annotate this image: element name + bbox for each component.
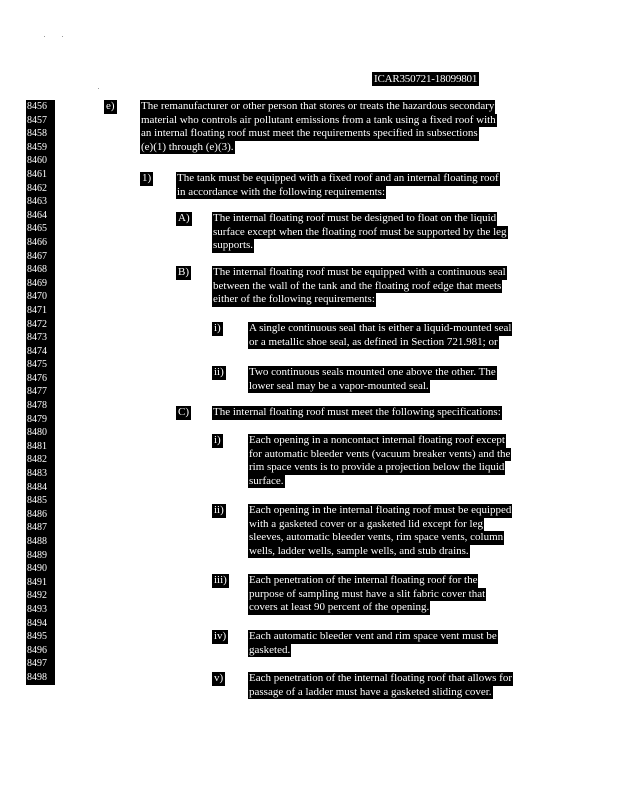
text-line: Each opening in the internal floating roof must be equipped	[249, 504, 512, 516]
text-line: surface.	[249, 474, 284, 487]
text-line: covers at least 90 percent of the opening.	[249, 601, 430, 614]
line-number: 8478	[27, 400, 47, 412]
line-number: 8497	[27, 658, 47, 670]
line-number: 8470	[27, 291, 47, 303]
text-section-e	[140, 100, 497, 154]
line-number: 8459	[27, 141, 47, 153]
text-line: wells, ladder wells, sample wells, and stub drains.	[249, 544, 469, 557]
text-line: with a gasketed cover or a gasketed lid except for leg	[249, 517, 483, 530]
line-number: 8458	[27, 128, 47, 140]
line-number: 8487	[27, 522, 47, 534]
text-item-C-v	[248, 672, 513, 699]
text-line: Each opening in a noncontact internal floating roof except	[249, 434, 505, 446]
text-line: gasketed.	[249, 643, 291, 656]
line-number: 8480	[27, 427, 47, 439]
text-line: A single continuous seal that is either a liquid-mounted seal	[249, 322, 512, 334]
line-number: 8492	[27, 590, 47, 602]
label-B-i: i)	[214, 322, 221, 334]
text-line: rim space vents is to provide a projection below the liquid	[249, 461, 505, 474]
label-C: C)	[178, 406, 189, 418]
label-C-v: v)	[214, 672, 224, 684]
text-line: The tank must be equipped with a fixed roof and an internal floating roof	[177, 172, 499, 184]
line-number: 8494	[27, 617, 47, 629]
text-line: (e)(1) through (e)(3).	[141, 140, 234, 153]
text-line: between the wall of the tank and the floating roof edge that meets	[213, 279, 502, 292]
line-numbers	[26, 100, 55, 685]
label-1: 1)	[142, 172, 152, 184]
label-B-ii: ii)	[214, 366, 224, 378]
label-e: e)	[106, 100, 115, 112]
line-number: 8473	[27, 332, 47, 344]
text-line: lower seal may be a vapor-mounted seal.	[249, 379, 429, 392]
line-number: 8472	[27, 318, 47, 330]
line-number: 8464	[27, 209, 47, 221]
text-item-C	[212, 406, 502, 420]
text-line: Each penetration of the internal floating roof for the	[249, 574, 478, 586]
line-number: 8493	[27, 603, 47, 615]
line-number: 8484	[27, 481, 47, 493]
line-number: 8466	[27, 236, 47, 248]
line-number: 8461	[27, 168, 47, 180]
label-C-iv: iv)	[214, 630, 227, 642]
scan-speck	[98, 88, 99, 89]
line-number: 8498	[27, 671, 47, 683]
text-item-B-i	[248, 322, 512, 349]
text-line: Each penetration of the internal floating roof that allows for	[249, 672, 512, 684]
line-number: 8485	[27, 495, 47, 507]
text-line: in accordance with the following requirements:	[177, 185, 386, 198]
text-line: material who controls air pollutant emissions from a tank using a fixed roof with	[141, 113, 496, 126]
line-number: 8488	[27, 536, 47, 547]
line-number: 8477	[27, 386, 47, 398]
text-line: an internal floating roof must meet the requirements specified in subsections	[141, 127, 478, 140]
line-number: 8486	[27, 508, 47, 520]
text-item-C-ii	[248, 504, 512, 558]
text-item-C-iii	[248, 574, 486, 615]
text-line: The internal floating roof must meet the following specifications:	[213, 406, 501, 418]
line-number: 8474	[27, 345, 47, 357]
text-line: supports.	[213, 239, 254, 252]
text-line: Each automatic bleeder vent and rim space vent must be	[249, 630, 497, 642]
label-C-iii: iii)	[214, 574, 227, 586]
text-line: The internal floating roof must be designed to float on the liquid	[213, 212, 497, 224]
scan-speck	[44, 36, 45, 37]
line-number: 8483	[27, 468, 47, 480]
line-number: 8475	[27, 359, 47, 371]
line-number: 8463	[27, 196, 47, 208]
label-C-i: i)	[214, 434, 221, 446]
text-line: surface except when the floating roof must be supported by the leg	[213, 225, 507, 238]
text-line: for automatic bleeder vents (vacuum breaker vents) and the	[249, 447, 511, 460]
text-line: The remanufacturer or other person that stores or treats the hazardous secondary	[141, 100, 495, 112]
line-number: 8496	[27, 644, 47, 656]
line-number: 8456	[27, 101, 47, 112]
line-number: 8465	[27, 223, 47, 235]
line-number: 8489	[27, 549, 47, 561]
line-number: 8490	[27, 563, 47, 575]
text-line: either of the following requirements:	[213, 293, 375, 306]
text-line: Two continuous seals mounted one above the other. The	[249, 366, 496, 378]
text-line: or a metallic shoe seal, as defined in Section 721.981; or	[249, 335, 498, 348]
label-C-ii: ii)	[214, 504, 224, 516]
line-number: 8481	[27, 440, 47, 452]
line-number: 8479	[27, 413, 47, 425]
line-number: 8491	[27, 576, 47, 588]
line-number: 8467	[27, 250, 47, 262]
line-number: 8476	[27, 372, 47, 384]
text-item-1	[176, 172, 500, 199]
text-item-B	[212, 266, 507, 307]
document-id: ICAR350721-18099801	[374, 73, 478, 85]
line-number: 8462	[27, 182, 47, 194]
text-item-C-i	[248, 434, 511, 488]
text-item-B-ii	[248, 366, 497, 393]
text-line: passage of a ladder must have a gasketed sliding cover.	[249, 685, 492, 698]
line-number: 8457	[27, 114, 47, 126]
text-line: The internal floating roof must be equipped with a continuous seal	[213, 266, 506, 278]
line-number: 8471	[27, 304, 47, 316]
label-B: B)	[178, 266, 189, 278]
scan-speck	[62, 36, 63, 37]
line-number: 8482	[27, 454, 47, 466]
text-item-A	[212, 212, 508, 253]
line-number: 8468	[27, 264, 47, 276]
label-A: A)	[178, 212, 190, 224]
text-item-C-iv	[248, 630, 498, 657]
line-number: 8469	[27, 277, 47, 289]
line-number: 8495	[27, 631, 47, 643]
text-line: sleeves, automatic bleeder vents, rim space vents, column	[249, 531, 504, 544]
line-number: 8460	[27, 155, 47, 167]
text-line: purpose of sampling must have a slit fabric cover that	[249, 587, 486, 600]
